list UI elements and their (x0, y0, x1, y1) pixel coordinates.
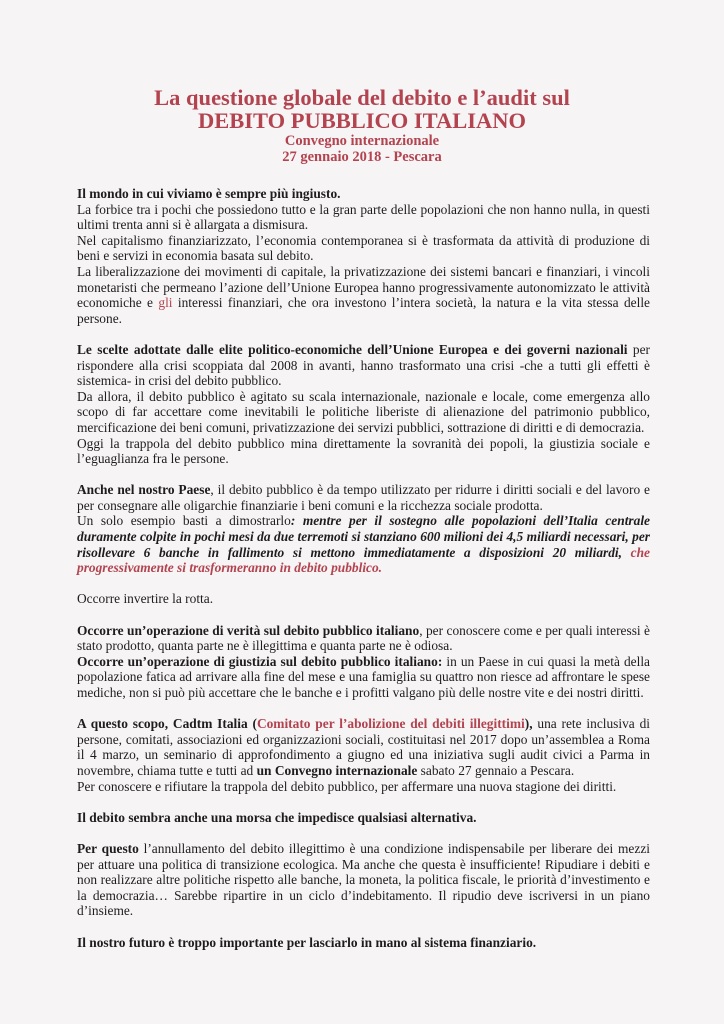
text-run: in un Paese in cui quasi la metà della popolazione fatica ad arrivare alla fine del mese e una famiglia su quattro non riesce ad affrontare le spese mediche, non si può più accettare che le banche e i profitti valgano più delle nostre vite e dei nostri diritti. (77, 653, 650, 700)
spacer (77, 607, 650, 623)
highlight-text: Comitato per l’abolizione del debiti illegittimi (256, 716, 525, 732)
paragraph: Oggi la trappola del debito pubblico mina direttamente la sovranità dei popoli, la giustizia sociale e l’eguaglianza fra le persone. (77, 435, 650, 467)
paragraph: Occorre invertire la rotta. (77, 591, 214, 607)
spacer (77, 467, 650, 483)
section-heading (77, 186, 650, 202)
paragraph (77, 654, 650, 701)
paragraph (77, 342, 650, 389)
spacer (77, 576, 650, 592)
spacer (77, 825, 650, 841)
event-subtitle: Convegno internazionale (284, 133, 440, 149)
bold-italic-text: : mentre per il sostegno alle popolazioni dell’Italia centrale duramente colpite in pochi mesi da due terremoti si stanziano 600 milioni dei 4,5 miliardi necessari, per risollevare 6 banche in fallimento si mettono immediatamente a disposizioni 20 miliardi, (77, 513, 650, 560)
bold-text: ), (524, 716, 533, 732)
spacer (77, 794, 650, 810)
paragraph (77, 264, 650, 326)
text-run: sabato 27 gennaio a Pescara. (417, 762, 575, 778)
paragraph: La forbice tra i pochi che possiedono tutto e la gran parte delle popolazioni che non hanno nulla, in questi ultimi trenta anni si è allargata a dismisura. (77, 201, 650, 233)
text-run: , per conoscere come e per quali interessi è stato prodotto, quanta parte ne è illegittima e quanta parte ne è odiosa. (77, 622, 651, 654)
spacer (77, 701, 650, 717)
event-date-place: 27 gennaio 2018 - Pescara (282, 149, 442, 165)
highlight-text: che progressivamente si trasformeranno in debito pubblico. (77, 544, 650, 576)
paragraph (77, 716, 650, 778)
paragraph: Da allora, il debito pubblico è agitato su scala internazionale, nazionale e locale, come emergenza allo scopo di far accettare come inevitabili le politiche liberiste di alienazione del patrimonio pubblico, mercificazione dei beni comuni, privatizzazione dei servizi pubblici, sottrazione di diritti e di democrazia. (77, 388, 650, 435)
spacer (77, 326, 650, 342)
heading-text: Il debito sembra anche una morsa che impedisce qualsiasi alternativa. (77, 809, 477, 825)
bold-lead: A questo scopo, Cadtm Italia ( (77, 716, 257, 732)
section-heading (77, 810, 650, 826)
title-line-1: La questione globale del debito e l’audit sul (154, 85, 570, 110)
heading-text: Il nostro futuro è troppo importante per lasciarlo in mano al sistema finanziario. (77, 934, 537, 950)
bold-lead: Per questo (77, 840, 139, 856)
heading-text: Il mondo in cui viviamo è sempre più ingiusto. (77, 186, 341, 201)
paragraph (77, 623, 650, 654)
bold-lead: Occorre un’operazione di verità sul debito pubblico italiano (77, 622, 420, 638)
bold-lead: Le scelte adottate dalle elite politico-economiche dell’Unione Europea e dei governi nazionali (77, 341, 628, 357)
title-line-2: DEBITO PUBBLICO ITALIANO (198, 108, 526, 133)
paragraph (77, 841, 650, 919)
text-run: La liberalizzazione dei movimenti di capitale, la privatizzazione dei sistemi bancari e finanziari, i vincoli monetaristi che permeano l’azione dell’Unione Europea hanno progressivamente autonomizzato le attività economiche e (77, 263, 650, 311)
highlight-text: gli (158, 295, 173, 311)
document-body (77, 186, 650, 950)
spacer (77, 919, 650, 935)
text-run: l’annullamento del debito illegittimo è una condizione indispensabile per liberare dei mezzi per attuare una politica di transizione ecologica. Ma anche che questa è insufficiente! Ripudiare i debiti e non realizzare altre politiche rispetto alle banche, la moneta, la politica fiscale, le priorità d’investimento e la democrazia… Sarebbe ripartire in un ciclo d’indebitamento. Il ripudio deve iscriversi in un piano d’insieme. (77, 840, 650, 919)
paragraph: Per conoscere e rifiutare la trappola del debito pubblico, per affermare una nuova stagione dei diritti. (77, 778, 617, 794)
document-header (0, 86, 724, 165)
paragraph (77, 482, 650, 513)
text-run: una rete inclusiva di persone, comitati, associazioni ed organizzazioni sociali, costituitasi nel 2017 dopo un’assemblea a Roma il 4 marzo, un seminario di approfondimento a giugno ed una iniziativa sugli audit civici a Parma in novembre, chiama tutte e tutti ad (77, 716, 650, 778)
text-run: , il debito pubblico è da tempo utilizzato per ridurre i diritti sociali e del lavoro e per consegnare alle oligarchie finanziarie i beni comuni e la ricchezza sociale prodotta. (77, 482, 650, 513)
text-run: Un solo esempio basti a dimostrarlo (77, 513, 291, 529)
bold-text: un Convegno internazionale (256, 762, 418, 778)
bold-lead: Occorre un’operazione di giustizia sul debito pubblico italiano: (77, 653, 443, 669)
paragraph (77, 513, 650, 575)
paragraph: Nel capitalismo finanziarizzato, l’economia contemporanea si è trasformata da attività di produzione di beni e servizi in economia basata sul debito. (77, 232, 650, 264)
text-run: per rispondere alla crisi scoppiata dal 2008 in avanti, hanno trasformato una crisi -che a tutti gli effetti è sistemica- in crisi del debito pubblico. (77, 341, 650, 389)
bold-lead: Anche nel nostro Paese (77, 482, 211, 498)
text-run: interessi finanziari, che ora investono l’intera società, la natura e la vita stessa delle persone. (77, 295, 650, 326)
section-heading (77, 935, 650, 951)
